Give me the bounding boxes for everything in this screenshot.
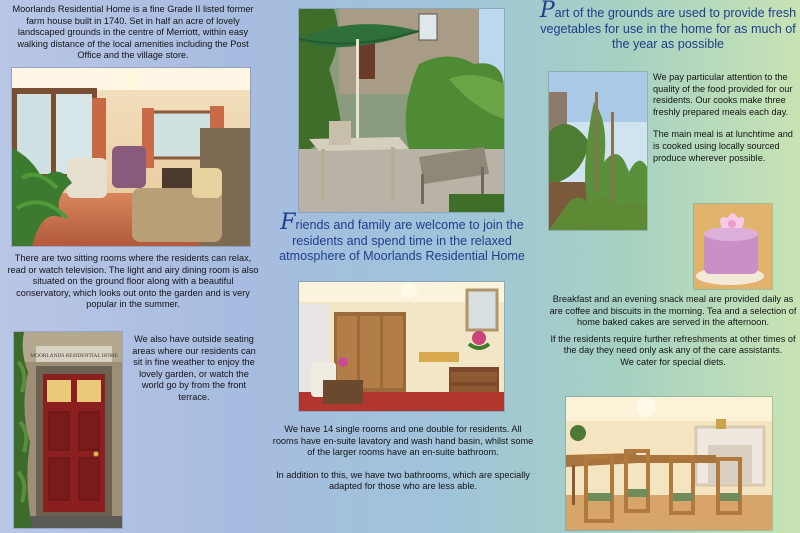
outside-seating-text: We also have outside seating areas where our residents can sit in fine weather to enjoy the lovely garden, or watch the world go by from the front terrace. (132, 334, 256, 402)
refreshments-text: If the residents require further refreshments at other times of the day they need only ask any of the care assistants. (550, 333, 796, 356)
rooms-info (272, 424, 534, 493)
cake-photo (694, 204, 772, 289)
friends-heading-initial: F (280, 210, 296, 235)
bedroom-photo (299, 282, 504, 411)
special-diets-text: We cater for special diets. (620, 356, 726, 367)
meals-info (548, 294, 798, 369)
grounds-heading-text: art of the grounds are used to provide fresh vegetables for use in the home for as much of the year as possible (540, 6, 797, 51)
single-rooms-text: We have 14 single rooms and one double for residents. All rooms have en-suite lavatory and wash hand basin, whilst some of the larger rooms have an en-suite bathroom. (272, 424, 534, 458)
bathrooms-text: In addition to this, we have two bathrooms, which are specially adapted for those who are less able. (276, 469, 530, 492)
main-meal-text: The main meal is at lunchtime and is cooked using locally sourced produce wherever possible. (653, 129, 793, 163)
garden-terrace-photo (299, 9, 504, 212)
dining-room-photo (566, 397, 772, 530)
door-sign: MOORLANDS RESIDENTIAL HOME (30, 353, 118, 359)
food-quality-text: We pay particular attention to the quality of the food provided for our residents. Our cooks make three freshly prepared meals each day. (653, 72, 793, 117)
sitting-room-photo (12, 68, 250, 246)
grounds-heading (537, 0, 799, 53)
friends-heading-text: riends and family are welcome to join the residents and spend time in the relaxed atmosphere of Moorlands Residential Home (279, 218, 525, 263)
grounds-heading-initial: P (539, 0, 555, 23)
intro-text: Moorlands Residential Home is a fine Grade II listed former farm house built in 1740. Set in half an acre of lovely landscaped grounds in the centre of Merriott, within easy walking distance of the local amenities including the Post Office and the village store. (12, 4, 254, 61)
friends-family-heading (272, 210, 532, 265)
vegetable-garden-photo (549, 72, 647, 230)
food-info (653, 72, 795, 164)
sitting-rooms-text: There are two sitting rooms where the residents can relax, read or watch television. The light and airy dining room is also situated on the ground floor along with a beautiful conservatory, which looks out onto the garden and is very popular in the summer. (7, 253, 259, 310)
front-door-photo (14, 332, 122, 528)
breakfast-text: Breakfast and an evening snack meal are provided daily as are coffee and biscuits in the morning. Tea and a selection of home baked cakes are served in the afternoon. (549, 294, 797, 328)
